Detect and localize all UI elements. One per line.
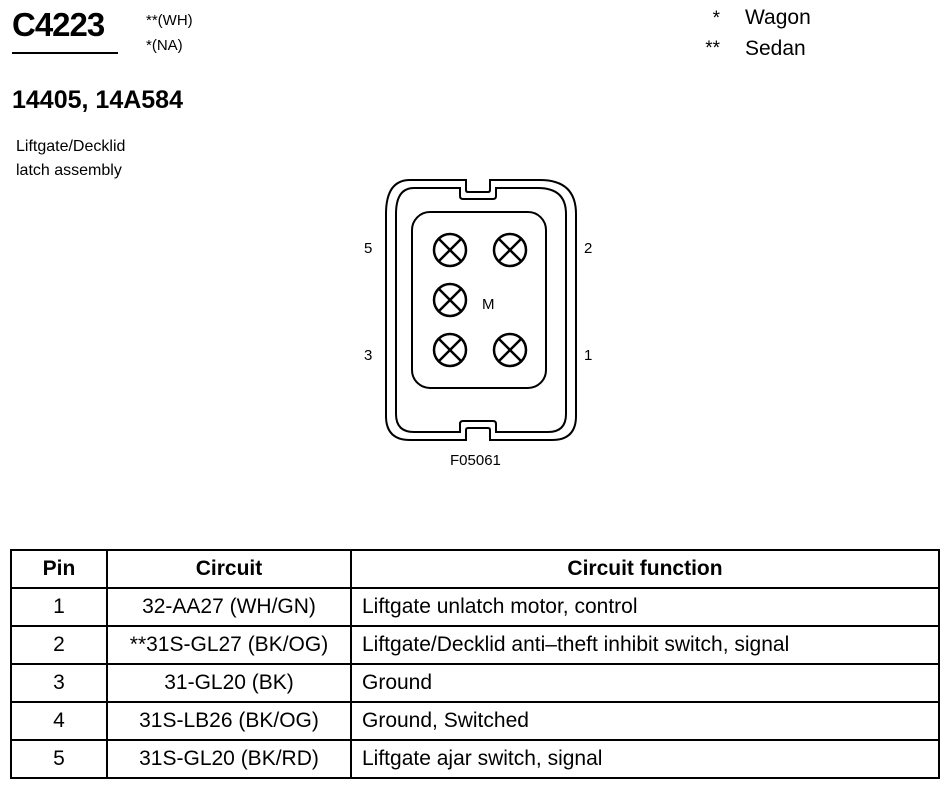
pin-1-terminal [494,334,526,366]
table-header-row [11,550,939,588]
cell-pin: 1 [11,588,107,626]
cell-circuit-function: Liftgate/Decklid anti–theft inhibit switch, signal [351,626,939,664]
cell-circuit-function: Liftgate unlatch motor, control [351,588,939,626]
pin-label-5: 5 [364,240,373,257]
legend-text-wagon: Wagon [745,6,811,29]
pin-cavity [412,212,546,388]
table-row [11,626,939,664]
part-numbers: 14405, 14A584 [12,86,183,114]
variant-wh: **(WH) [146,12,193,29]
table-row [11,740,939,778]
cell-circuit-function: Liftgate ajar switch, signal [351,740,939,778]
cell-circuit-function: Ground, Switched [351,702,939,740]
cell-pin: 5 [11,740,107,778]
header-pin: Pin [11,550,107,588]
cell-circuit: **31S-GL27 (BK/OG) [107,626,351,664]
cell-pin: 2 [11,626,107,664]
pin-label-2: 2 [584,240,593,257]
figure-id: F05061 [450,452,501,469]
pinout-table [10,549,940,779]
center-label: M [482,296,495,313]
cell-circuit: 32-AA27 (WH/GN) [107,588,351,626]
cell-circuit: 31S-GL20 (BK/RD) [107,740,351,778]
pin-5-terminal [434,234,466,266]
pin-label-1: 1 [584,347,593,364]
table-row [11,664,939,702]
pin-label-3: 3 [364,347,373,364]
connector-inner-housing [396,188,566,432]
table-row [11,588,939,626]
cell-pin: 4 [11,702,107,740]
connector-id: C4223 [12,6,105,43]
variant-na: *(NA) [146,37,183,54]
pin-4-terminal [434,284,466,316]
cell-circuit-function: Ground [351,664,939,702]
pin-3-terminal [434,334,466,366]
cell-circuit: 31S-LB26 (BK/OG) [107,702,351,740]
legend-mark-wagon: * [712,8,720,29]
description-line-2: latch assembly [16,162,122,179]
legend-mark-sedan: ** [705,38,720,59]
header-circuit-function: Circuit function [351,550,939,588]
table-row [11,702,939,740]
legend-text-sedan: Sedan [745,37,806,60]
header-circuit: Circuit [107,550,351,588]
cell-pin: 3 [11,664,107,702]
description-line-1: Liftgate/Decklid [16,138,126,155]
cell-circuit: 31-GL20 (BK) [107,664,351,702]
pin-2-terminal [494,234,526,266]
